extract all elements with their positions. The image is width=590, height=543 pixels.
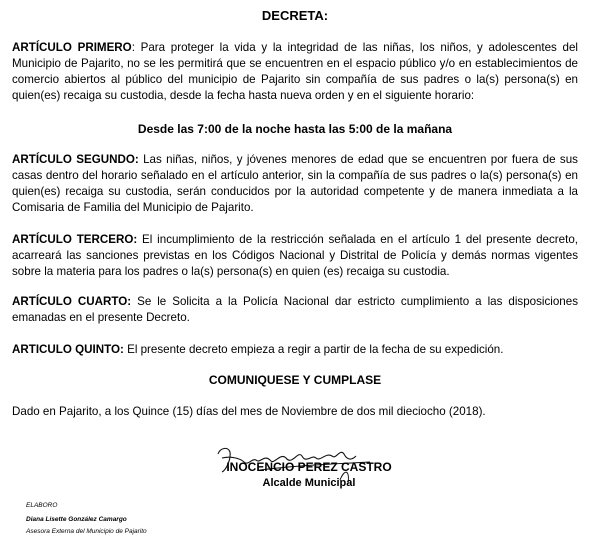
article-quinto-text: El presente decreto empieza a regir a partir de la fecha de su expedición. xyxy=(123,343,504,356)
article-cuarto xyxy=(12,294,578,326)
article-tercero-label: ARTÍCULO TERCERO: xyxy=(12,233,138,246)
article-primero-label: ARTÍCULO PRIMERO xyxy=(12,41,132,54)
elaboro-name: Diana Lisette González Camargo xyxy=(26,516,127,523)
article-tercero-text: El incumplimiento de la restricción señalada en el artículo 1 del presente decreto, acarreará las sanciones previstas en los Códigos Nacional y Distrital de Policía y demás normas vigentes sobre la materia para los padres o la(s) persona(s) en quien (es) recaiga su custodia. xyxy=(12,233,578,278)
schedule-line: Desde las 7:00 de la noche hasta las 5:00 de la mañana xyxy=(137,122,453,136)
article-quinto xyxy=(12,342,578,358)
article-segundo-label: ARTÍCULO SEGUNDO: xyxy=(12,153,139,166)
article-segundo-text: Las niñas, niños, y jóvenes menores de edad que se encuentren por fuera de sus casas dentro del horario señalado en el artículo anterior, sin la compañía de sus padres o la(s) persona(s) en quien(es) recaiga su custodia, serán conducidos por la autoridad competente y de manera inmediata a la Comisaria de Familia del Municipio de Pajarito. xyxy=(12,153,578,214)
article-quinto-label: ARTICULO QUINTO: xyxy=(12,343,124,356)
dado-line: Dado en Pajarito, a los Quince (15) días del mes de Noviembre de dos mil dieciocho (2018). xyxy=(12,405,486,418)
article-primero xyxy=(12,40,578,104)
signature-block xyxy=(200,440,400,500)
signer-role: Alcalde Municipal xyxy=(262,477,356,489)
comuniquese-line: COMUNIQUESE Y CUMPLASE xyxy=(208,373,382,387)
article-cuarto-label: ARTÍCULO CUARTO: xyxy=(12,295,132,308)
article-segundo xyxy=(12,152,578,216)
elaboro-role: Asesora Externa del Municipio de Pajarito xyxy=(26,528,147,535)
elaboro-label: ELABORO xyxy=(26,502,58,509)
article-primero-text: : Para proteger la vida y la integridad de las niñas, los niños, y adolescentes del Municipio de Pajarito, no se les permitirá que se encuentren en el espacio público y/o en establecimientos de comercio abiertos al público del municipio de Pajarito sin compañía de sus padres o la(s) persona(s) en quien(es) recaiga su custodia, desde la fecha hasta nueva orden y en el siguiente horario: xyxy=(12,41,578,102)
article-cuarto-text: Se le Solicita a la Policía Nacional dar estricto cumplimiento a las disposiciones emanadas en el presente Decreto. xyxy=(12,295,578,324)
decreta-heading: DECRETA: xyxy=(261,8,329,23)
article-tercero xyxy=(12,232,578,280)
signer-name: INOCENCIO PEREZ CASTRO xyxy=(226,460,392,474)
